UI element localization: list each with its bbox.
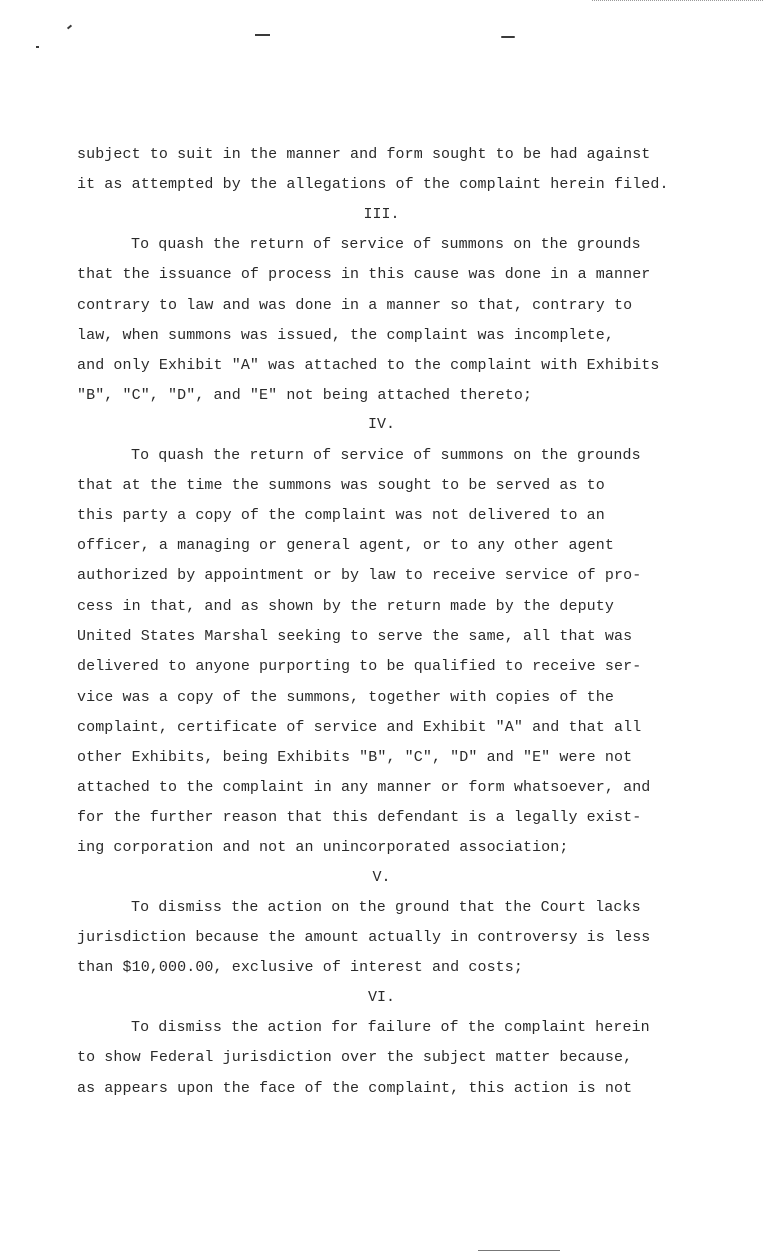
paragraph-first-line: To quash the return of service of summons on the grounds: [131, 236, 641, 253]
paragraph-first-line: To quash the return of service of summons on the grounds: [131, 447, 641, 464]
body-line: United States Marshal seeking to serve the same, all that was: [77, 628, 633, 645]
body-line: and only Exhibit "A" was attached to the complaint with Exhibits: [77, 357, 660, 374]
body-line: for the further reason that this defendant is a legally exist-: [77, 809, 642, 826]
body-line: vice was a copy of the summons, together with copies of the: [77, 689, 614, 706]
body-line: this party a copy of the complaint was not delivered to an: [77, 507, 605, 524]
section-heading-vi: VI.: [367, 989, 395, 1006]
section-heading-iv: IV.: [367, 416, 395, 433]
body-line: complaint, certificate of service and Exhibit "A" and that all: [77, 719, 642, 736]
bottom-edge-rule: [478, 1250, 560, 1251]
body-line: ing corporation and not an unincorporated association;: [77, 839, 569, 856]
scan-mark: [36, 46, 39, 48]
body-line: law, when summons was issued, the complaint was incomplete,: [77, 327, 614, 344]
body-line: other Exhibits, being Exhibits "B", "C", "D" and "E" were not: [77, 749, 633, 766]
body-line: than $10,000.00, exclusive of interest and costs;: [77, 959, 523, 976]
body-line: it as attempted by the allegations of the complaint herein filed.: [77, 176, 669, 193]
body-line: cess in that, and as shown by the return made by the deputy: [77, 598, 614, 615]
scan-mark: [501, 36, 515, 38]
section-heading-v: V.: [372, 869, 391, 886]
body-line: that at the time the summons was sought to be served as to: [77, 477, 605, 494]
body-line: authorized by appointment or by law to receive service of pro-: [77, 567, 642, 584]
body-line: "B", "C", "D", and "E" not being attached thereto;: [77, 387, 533, 404]
body-line: officer, a managing or general agent, or to any other agent: [77, 537, 614, 554]
body-line: delivered to anyone purporting to be qualified to receive ser-: [77, 658, 642, 675]
scan-mark: [255, 34, 270, 36]
section-heading-iii: III.: [363, 206, 400, 223]
body-line: subject to suit in the manner and form sought to be had against: [77, 146, 651, 163]
paragraph-first-line: To dismiss the action on the ground that the Court lacks: [131, 899, 641, 916]
paragraph-first-line: To dismiss the action for failure of the complaint herein: [131, 1019, 650, 1036]
body-line: attached to the complaint in any manner or form whatsoever, and: [77, 779, 651, 796]
body-line: jurisdiction because the amount actually in controversy is less: [77, 929, 651, 946]
body-line: that the issuance of process in this cause was done in a manner: [77, 266, 651, 283]
body-line: as appears upon the face of the complaint, this action is not: [77, 1080, 633, 1097]
scan-mark: [67, 25, 72, 30]
body-line: contrary to law and was done in a manner so that, contrary to: [77, 297, 633, 314]
body-line: to show Federal jurisdiction over the subject matter because,: [77, 1049, 633, 1066]
top-edge-dotted-line: [592, 0, 763, 1]
